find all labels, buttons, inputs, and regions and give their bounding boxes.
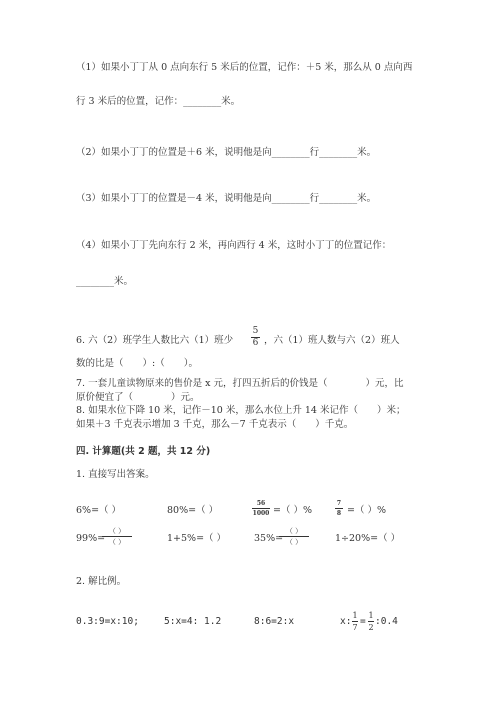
calc-r1-a: 6%=（ ） xyxy=(76,505,122,516)
ratio-d-frac2 xyxy=(368,611,374,632)
ratio-d-f2-den: 2 xyxy=(368,623,374,632)
q6-suffix: ，六（1）班人数与六（2）班人 xyxy=(264,335,400,346)
calc-r1-c-frac xyxy=(252,500,270,517)
q5-part2: （2）如果小丁丁的位置是＋6 米，说明他是向________行________米。 xyxy=(76,147,377,158)
q6-frac-den: 6 xyxy=(252,338,259,348)
calc-r2-a-frac xyxy=(102,527,132,546)
q7-line1: 7. 一套儿童读物原来的售价是 x 元，打四五折后的价钱是（ ）元，比 xyxy=(76,378,404,389)
calc-r2-d: 1÷20%=（ ） xyxy=(335,533,401,544)
calc-r1-b: 80%=（ ） xyxy=(167,505,219,516)
calc-q1-title: 1. 直接写出答案。 xyxy=(76,469,155,480)
calc-r2-c-head: 35%= xyxy=(254,533,284,544)
ratio-d-f1-num: 1 xyxy=(352,611,358,620)
ratio-d-f2-num: 1 xyxy=(368,611,374,620)
ratio-d-eq: = xyxy=(360,616,366,627)
q7-line2: 原价便宜了（ ）元。 xyxy=(76,392,200,403)
calc-q2-title: 2. 解比例。 xyxy=(76,576,127,587)
ratio-d-x: x: xyxy=(340,616,352,627)
q6-prefix: 6. 六（2）班学生人数比六（1）班少 xyxy=(76,335,234,346)
q8-line2: 如果＋3 千克表示增加 3 千克，那么－7 千克表示（ ）千克。 xyxy=(76,419,354,430)
ratio-a: 0.3:9=x:10; xyxy=(76,616,139,627)
calc-r1-c-den: 1000 xyxy=(252,510,270,517)
q8-line1: 8. 如果水位下降 10 米，记作－10 米，那么水位上升 14 米记作（ ）米； xyxy=(76,405,406,416)
calc-r1-c-tail: =（ ）% xyxy=(273,505,313,516)
calc-r1-d-tail: =（ ）% xyxy=(347,505,387,516)
q5-part1-line2: 行 3 米后的位置，记作：________米。 xyxy=(76,96,241,107)
q5-part4-line1: （4）如果小丁丁先向东行 2 米，再向西行 4 米，这时小丁丁的位置记作： xyxy=(76,240,392,251)
q6-frac-num: 5 xyxy=(252,326,259,336)
ratio-c: 8:6=2:x xyxy=(254,616,295,627)
calc-r2-a-num: （ ） xyxy=(108,527,126,535)
q6-line2: 数的比是（ ）:（ ）。 xyxy=(76,358,198,369)
calc-r2-c-den: （ ） xyxy=(285,538,303,546)
calc-r2-c-frac xyxy=(279,527,309,546)
ratio-d-frac1 xyxy=(352,611,358,632)
calc-r2-a-den: （ ） xyxy=(108,538,126,546)
q5-part1-line1: （1）如果小丁丁从 0 点向东行 5 米后的位置，记作：＋5 米，那么从 0 点向西 xyxy=(76,62,413,73)
q5-part3: （3）如果小丁丁的位置是－4 米，说明他是向________行________米。 xyxy=(76,193,377,204)
calc-r2-b: 1+5%=（ ） xyxy=(167,533,227,544)
ratio-b: 5:x=4: 1.2 xyxy=(164,616,222,627)
calc-r1-d-den: 8 xyxy=(336,510,342,517)
ratio-d-tail: :0.4 xyxy=(375,616,398,627)
calc-r1-c-num: 56 xyxy=(256,500,266,507)
ratio-d-f1-den: 7 xyxy=(352,623,358,632)
q6-fraction xyxy=(251,327,260,348)
section4-heading: 四. 计算题(共 2 题，共 12 分) xyxy=(76,446,211,457)
calc-r2-a-head: 99%= xyxy=(76,533,106,544)
calc-r2-c-num: （ ） xyxy=(285,527,303,535)
calc-r1-d-frac xyxy=(335,500,343,517)
calc-r1-d-num: 7 xyxy=(336,500,342,507)
q5-part4-line2: ________米。 xyxy=(76,276,134,287)
